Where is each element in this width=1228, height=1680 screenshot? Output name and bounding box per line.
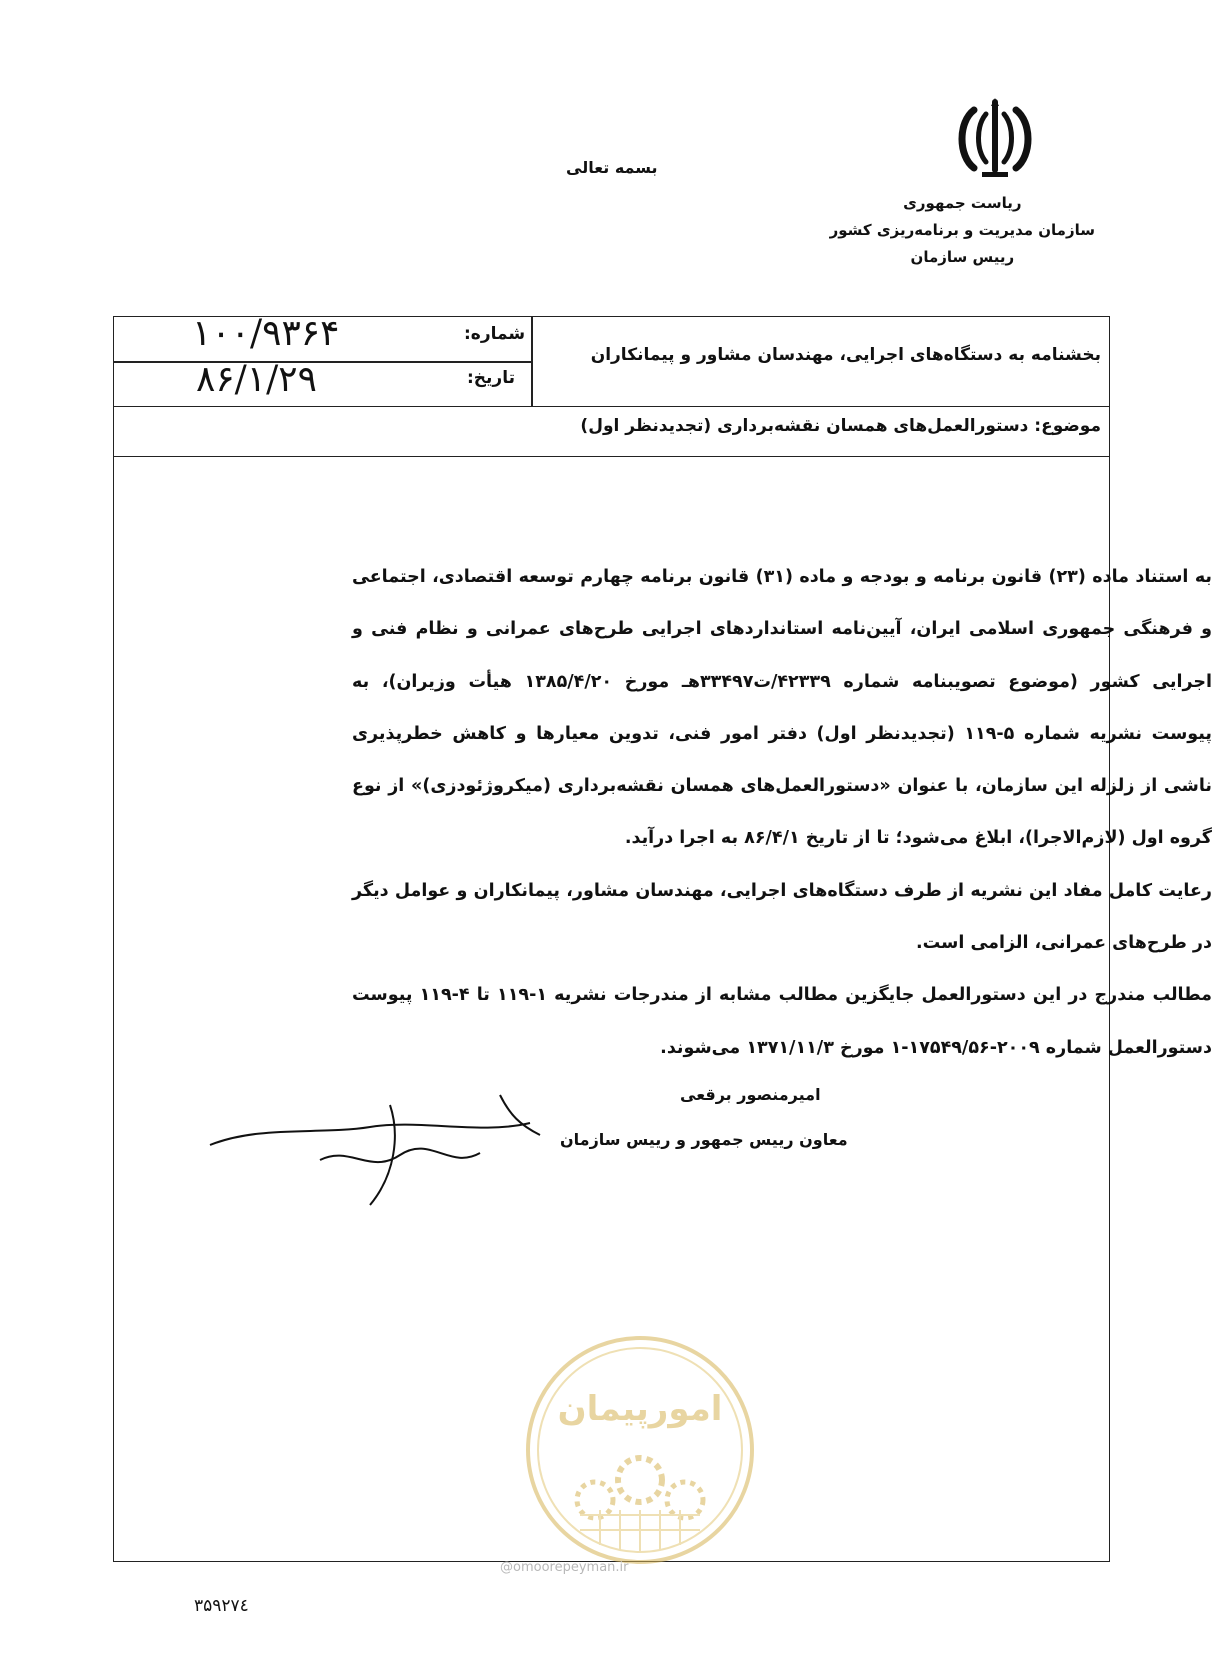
letter-date: ۸۶/۱/۲۹ (196, 359, 317, 400)
iran-emblem-icon (952, 98, 1038, 180)
organization-header (830, 190, 1095, 271)
org-line-organization: سازمان مدیریت و برنامه‌ریزی کشور (829, 221, 1095, 239)
bismillah: بسمه تعالی (566, 158, 658, 177)
header-row (114, 313, 1109, 407)
signer-title: معاون رییس جمهور و رییس سازمان (560, 1130, 848, 1149)
watermark: @omoorepeyman.ir (500, 1560, 629, 1575)
subject-line: موضوع: دستورالعمل‌های همسان نقشه‌برداری (تجدیدنظر اول) (580, 416, 1101, 436)
header-divider (531, 317, 533, 406)
number-date-divider (114, 361, 531, 363)
letter-number: ۱۰۰/۹۳۶۴ (192, 313, 340, 354)
org-line-presidency: ریاست جمهوری (903, 194, 1022, 212)
paragraph-3: مطالب مندرج در این دستورالعمل جایگزین مطالب مشابه از مندرجات نشریه ۱-۱۱۹ تا ۴-۱۱۹ پیوست دستورالعمل شماره ۲۰۰۹-۱۷۵۴۹/۵۶-۱ مورخ ۱۳۷۱/۱۱/۳ می‌شوند. (352, 985, 1213, 1058)
organization-stamp (520, 1330, 760, 1570)
stamp-text: امورپیمان (557, 1389, 723, 1429)
org-line-head: رییس سازمان (910, 248, 1015, 266)
subject-row (114, 406, 1109, 457)
letter-body (352, 551, 1212, 1074)
page-number: ۳۵۹۲۷٤ (194, 1596, 249, 1616)
signer-name: امیرمنصور برقعی (680, 1085, 821, 1104)
paragraph-2: رعایت کامل مفاد این نشریه از طرف دستگاه‌های اجرایی، مهندسان مشاور، پیمانکاران و عوامل دیگر در طرح‌های عمرانی، الزامی است. (352, 880, 1212, 954)
paragraph-1: به استناد ماده (۲۳) قانون برنامه و بودجه و ماده (۳۱) قانون برنامه چهارم توسعه اقتصادی، اجتماعی و فرهنگی جمهوری اسلامی ایران، آیین‌نامه استانداردهای اجرایی طرح‌های عمرانی و نظام فنی و اجرایی کشور (موضوع تصویبنامه شماره ۴۲۳۳۹/ت۳۳۴۹۷هـ مورخ ۱۳۸۵/۴/۲۰ هیأت وزیران)، به پیوست نشریه شماره ۵-۱۱۹ (تجدیدنظر اول) دفتر امور فنی، تدوین معیارها و کاهش خطرپذیری ناشی از زلزله این سازمان، با عنوان «دستورالعمل‌های همسان نقشه‌برداری (میکروژئودزی)» از نوع گروه اول (لازم‌الاجرا)، ابلاغ می‌شود؛ تا از تاریخ ۸۶/۴/۱ به اجرا درآید. (352, 567, 1212, 849)
handwritten-signature (200, 1065, 620, 1215)
date-label: تاریخ: (467, 368, 515, 388)
circular-title: بخشنامه به دستگاه‌های اجرایی، مهندسان مشاور و پیمانکاران (590, 345, 1101, 365)
number-label: شماره: (464, 324, 526, 344)
